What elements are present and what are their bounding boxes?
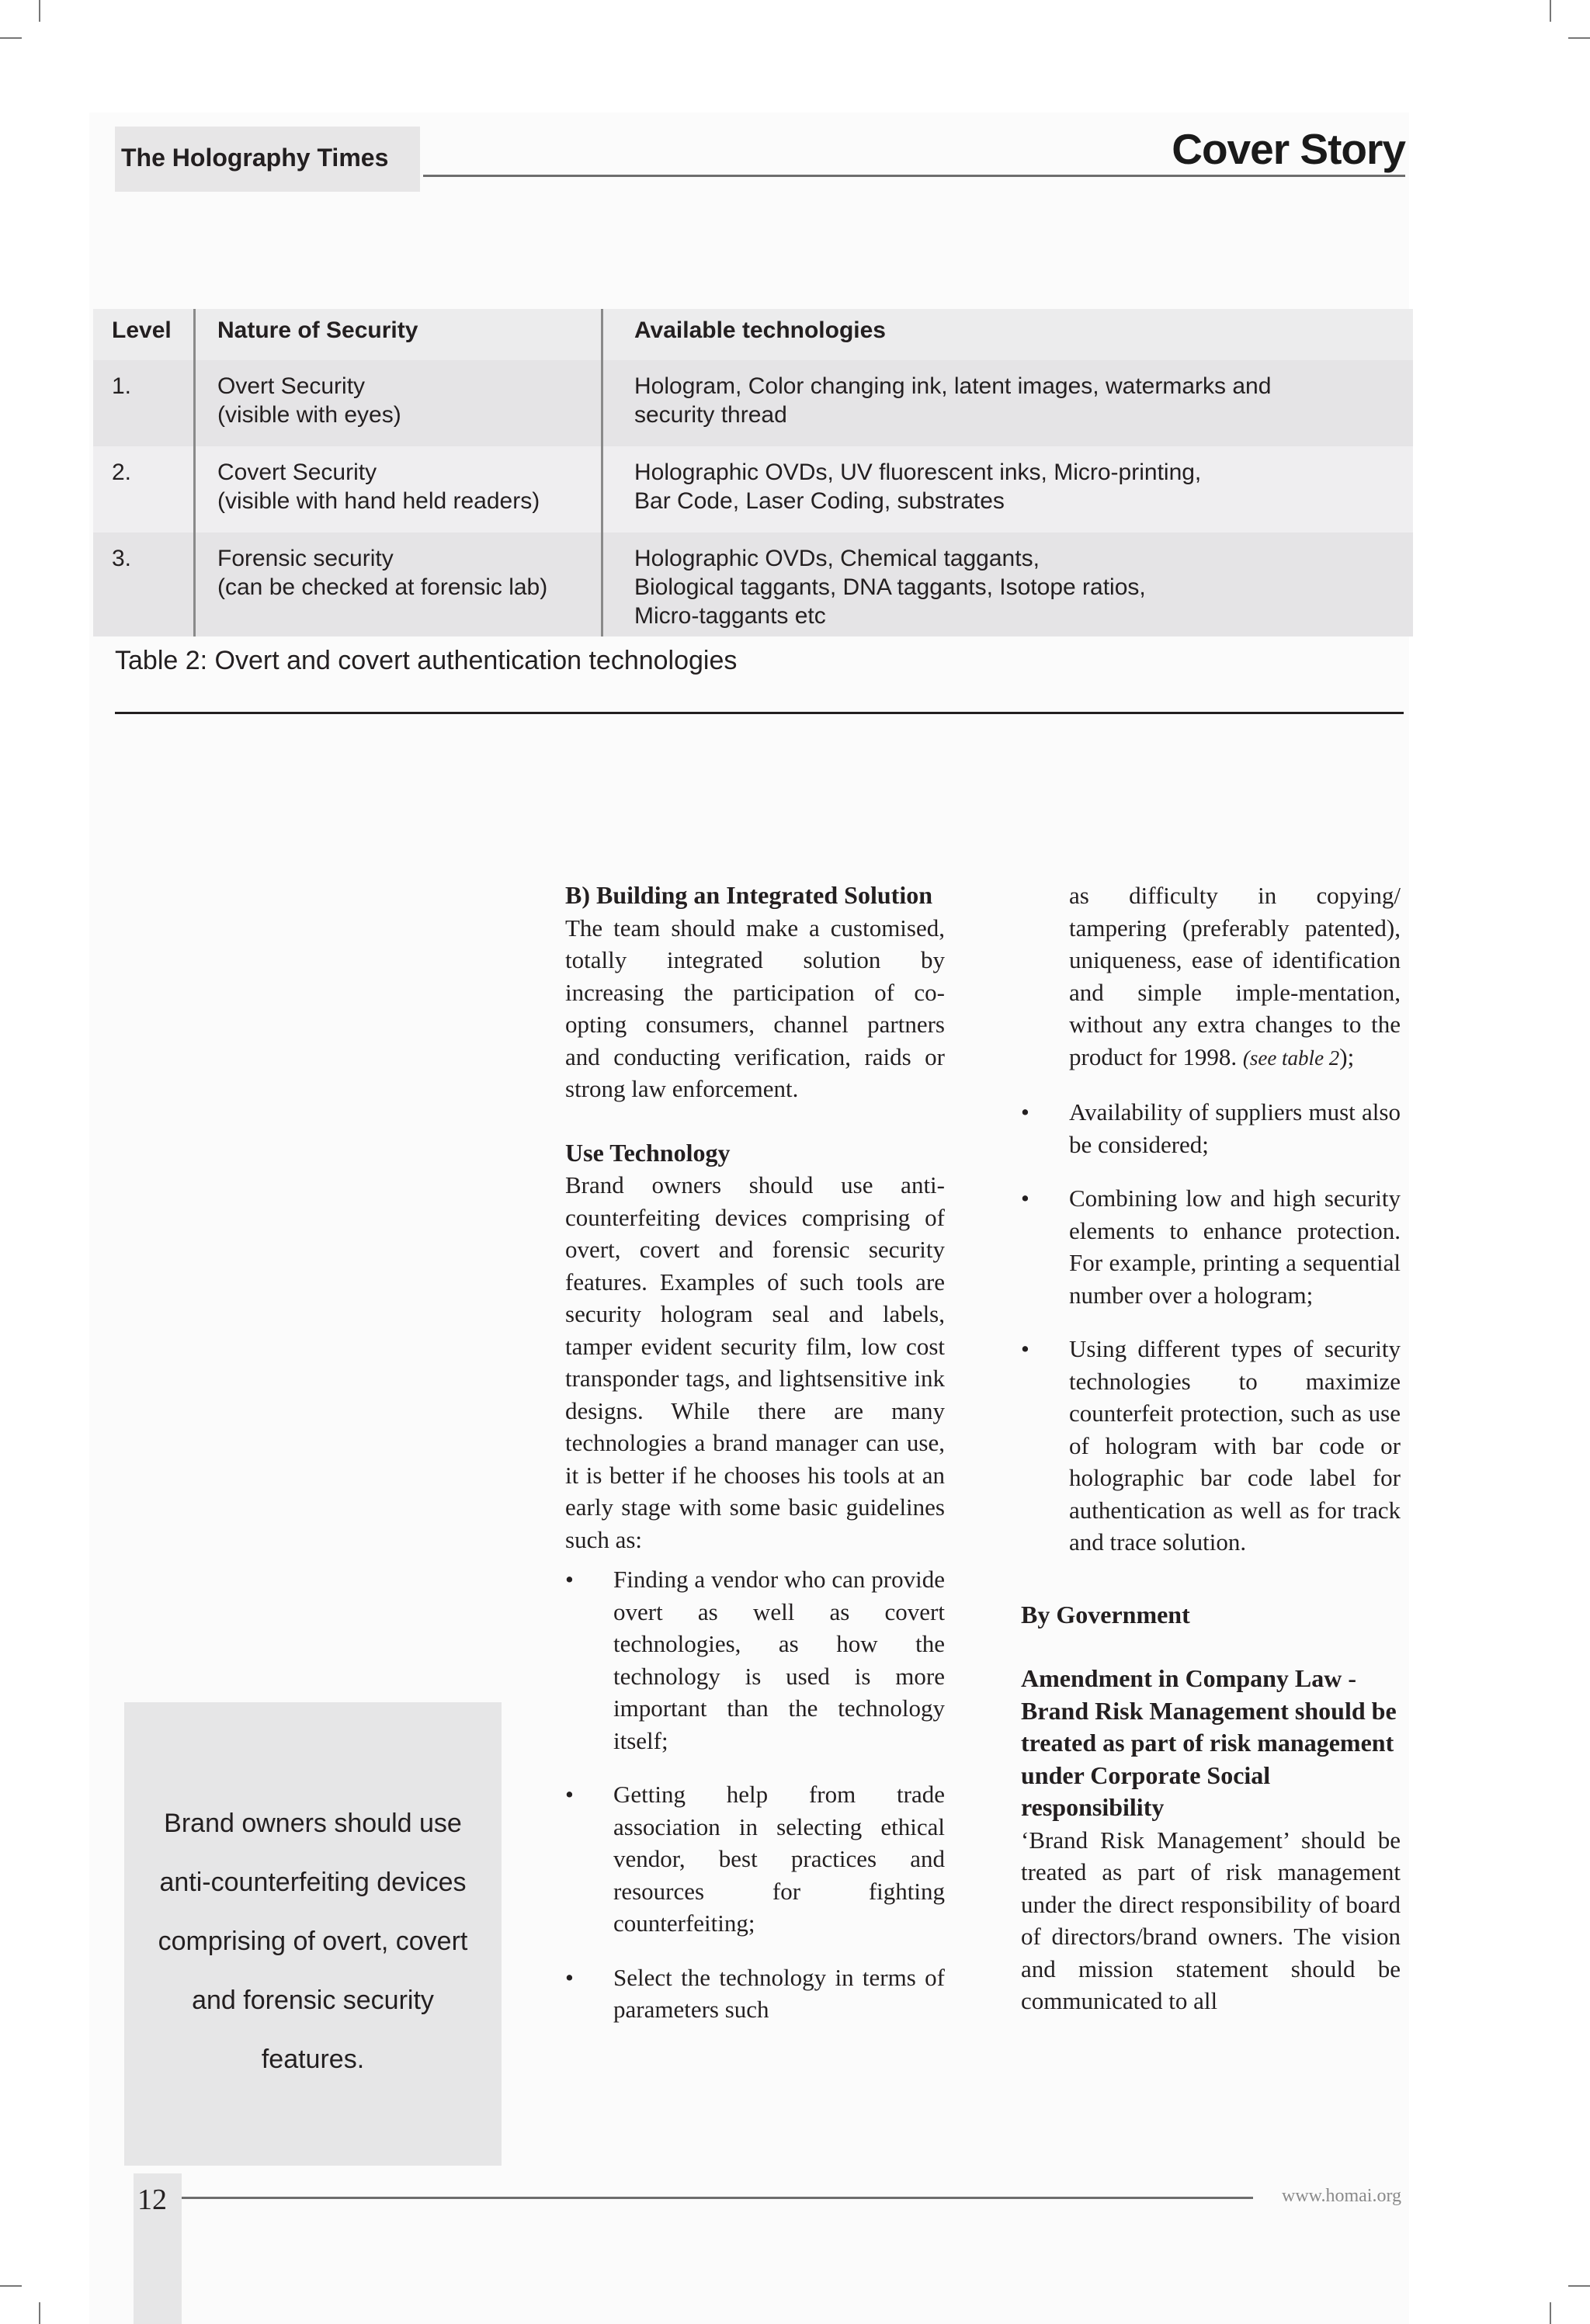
article-column-2 bbox=[1021, 879, 1401, 2017]
caption-rule bbox=[115, 712, 1404, 714]
table-cell-line: Overt Security bbox=[217, 373, 366, 399]
list-item: • Using different types of security technologies to maximize counterfeit protection, such as use of hologram with bar code or holographic bar code label for authentication as well as for track and trace solution. bbox=[1021, 1333, 1401, 1559]
table-cell-line: security thread bbox=[634, 402, 787, 428]
table-row bbox=[93, 446, 1413, 532]
table-cell-line: Biological taggants, DNA taggants, Isotope ratios, bbox=[634, 574, 1146, 600]
table-header-technologies: Available technologies bbox=[634, 317, 886, 343]
table-cell-line: Forensic security bbox=[217, 546, 394, 571]
page-number: 12 bbox=[137, 2184, 167, 2216]
table-header-level: Level bbox=[93, 309, 196, 360]
crop-mark bbox=[0, 37, 22, 39]
table-cell-level: 2. bbox=[93, 446, 196, 532]
table-cell-nature bbox=[196, 360, 603, 446]
crop-mark bbox=[1550, 2302, 1551, 2324]
table-cell-technologies bbox=[603, 446, 1413, 532]
crop-mark bbox=[0, 2285, 22, 2287]
list-item: • Finding a vendor who can provide overt as well as covert technologies, as how the technology is used is more important than the technology itself; bbox=[565, 1563, 945, 1757]
pull-quote-line: Brand owners should use bbox=[164, 1809, 462, 1838]
table-cell-line: Hologram, Color changing ink, latent images, watermarks and bbox=[634, 373, 1272, 399]
table-cell-line: Covert Security bbox=[217, 460, 377, 485]
table-caption: Table 2: Overt and covert authentication technologies bbox=[115, 646, 738, 675]
table-cell-level: 3. bbox=[93, 532, 196, 636]
section-heading: By Government bbox=[1021, 1600, 1190, 1629]
pull-quote bbox=[124, 1794, 502, 2089]
article-column-1 bbox=[565, 879, 945, 2048]
list-item: • Combining low and high security elements to enhance protection. For example, printing a sequential number over a hologram; bbox=[1021, 1182, 1401, 1311]
table-cell-technologies bbox=[603, 360, 1413, 446]
table-cell-line: Holographic OVDs, UV fluorescent inks, Micro-printing, bbox=[634, 460, 1202, 485]
pull-quote-line: features. bbox=[261, 2045, 365, 2074]
crop-mark bbox=[1568, 2285, 1590, 2287]
section-heading: Use Technology bbox=[565, 1138, 731, 1167]
table-cell-line: Micro-taggants etc bbox=[634, 603, 826, 629]
bullet-list bbox=[565, 1563, 945, 2026]
table-cell-line: Holographic OVDs, Chemical taggants, bbox=[634, 546, 1040, 571]
footer-rule bbox=[182, 2197, 1253, 2199]
table-header-nature: Nature of Security bbox=[196, 309, 603, 360]
pull-quote-line: and forensic security bbox=[192, 1986, 434, 2015]
section-title: Cover Story bbox=[1172, 125, 1405, 173]
footer-url: www.homai.org bbox=[1282, 2186, 1401, 2206]
table-cell-line: (visible with hand held readers) bbox=[217, 488, 540, 514]
continued-text: as difficulty in copying/ tampering (preferably patented), uniqueness, ease of identification and simple imple-mentation, without any extra changes to the product for 1998. bbox=[1069, 882, 1401, 1070]
header-rule bbox=[423, 175, 1405, 177]
publication-title: The Holography Times bbox=[121, 144, 389, 172]
section-heading: B) Building an Integrated Solution bbox=[565, 881, 932, 909]
table-cell-technologies bbox=[603, 532, 1413, 636]
table-header-row bbox=[93, 309, 1413, 360]
paragraph: Brand owners should use anti-counterfeiting devices comprising of overt, covert and forensic security features. Examples of such tools are security hologram seal and labels, tamper evident security film, low cost transponder tags, and lightsensitive ink designs. While there are many technologies a brand manager can use, it is better if he chooses his tools at an early stage with some basic guidelines such as: bbox=[565, 1171, 945, 1553]
security-levels-table bbox=[93, 309, 1413, 636]
section-heading: Amendment in Company Law - Brand Risk Management should be treated as part of risk management under Corporate Social responsibility bbox=[1021, 1664, 1397, 1821]
table-reference: (see table 2 bbox=[1242, 1046, 1340, 1070]
crop-mark bbox=[1550, 0, 1551, 22]
paragraph: The team should make a customised, totally integrated solution by increasing the participation of co-opting consumers, channel partners and conducting verification, raids or strong law enforcement. bbox=[565, 914, 945, 1102]
table-cell-nature bbox=[196, 446, 603, 532]
list-item: • Getting help from trade association in selecting ethical vendor, best practices and resources for fighting counterfeiting; bbox=[565, 1778, 945, 1940]
table-cell-level: 1. bbox=[93, 360, 196, 446]
pull-quote-box bbox=[124, 1702, 502, 2166]
list-item: • Select the technology in terms of parameters such bbox=[565, 1962, 945, 2026]
table-cell-nature bbox=[196, 532, 603, 636]
table-cell-line: (visible with eyes) bbox=[217, 402, 401, 428]
table-cell-line: Bar Code, Laser Coding, substrates bbox=[634, 488, 1005, 514]
crop-mark bbox=[39, 0, 40, 22]
pull-quote-line: anti-counterfeiting devices bbox=[159, 1868, 467, 1897]
crop-mark bbox=[1568, 37, 1590, 39]
paragraph bbox=[1021, 879, 1401, 1074]
table-row bbox=[93, 532, 1413, 636]
pull-quote-line: comprising of overt, covert bbox=[158, 1927, 468, 1956]
table-row bbox=[93, 360, 1413, 446]
table-cell-line: (can be checked at forensic lab) bbox=[217, 574, 548, 600]
continued-text-end: ); bbox=[1339, 1042, 1355, 1070]
crop-mark bbox=[39, 2302, 40, 2324]
bullet-list bbox=[1021, 1096, 1401, 1559]
paragraph: ‘Brand Risk Management’ should be treated as part of risk management under the direct responsibility of board of directors/brand owners. The vision and mission statement should be communicated to all bbox=[1021, 1826, 1401, 2014]
list-item: • Availability of suppliers must also be considered; bbox=[1021, 1096, 1401, 1160]
